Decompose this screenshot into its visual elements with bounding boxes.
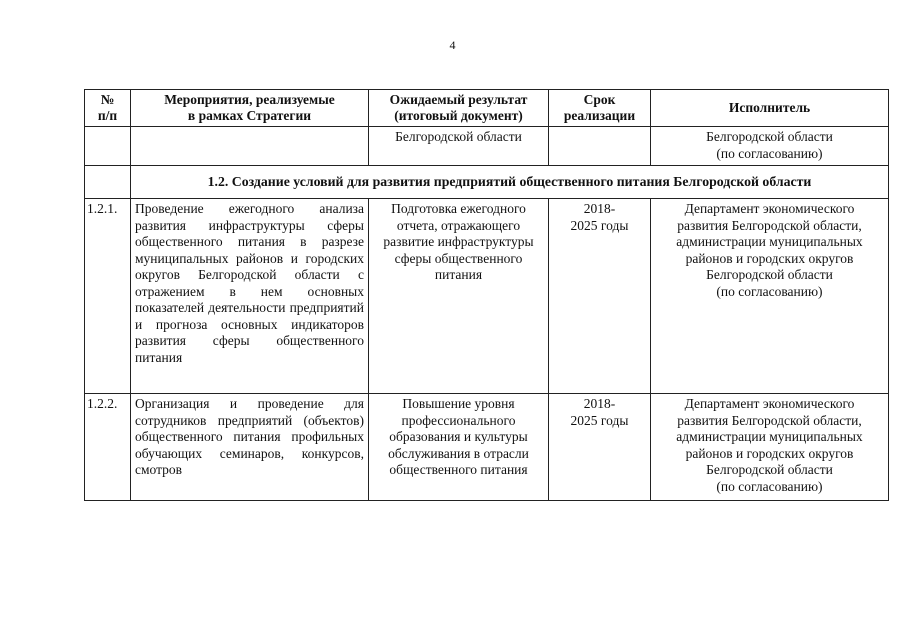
- continuation-executor: Белгородской области (по согласованию): [651, 127, 889, 166]
- row-executor: Департамент экономического развития Белгородской области, администрации муниципальных районов и городских округов Белгородской области (по согласованию): [651, 199, 889, 394]
- row-number: 1.2.2.: [85, 394, 131, 501]
- row-term: 2018- 2025 годы: [549, 394, 651, 501]
- header-number: № п/п: [85, 90, 131, 127]
- table-row: [85, 394, 889, 501]
- row-term: 2018- 2025 годы: [549, 199, 651, 394]
- continuation-term: [549, 127, 651, 166]
- header-activity: Мероприятия, реализуемые в рамках Стратегии: [131, 90, 369, 127]
- row-result: Повышение уровня профессионального образования и культуры обслуживания в отрасли общественного питания: [369, 394, 549, 501]
- strategy-activities-table: [84, 89, 889, 501]
- row-activity: Проведение ежегодного анализа развития инфраструктуры сферы общественного питания в разрезе муниципальных районов и городских округов Белгородской области с отражением в нем основных показателей деятельности предприятий и прогноза основных индикаторов развития сферы общественного питания: [131, 199, 369, 394]
- header-executor: Исполнитель: [651, 90, 889, 127]
- row-result: Подготовка ежегодного отчета, отражающего развитие инфраструктуры сферы общественного питания: [369, 199, 549, 394]
- continuation-result: Белгородской области: [369, 127, 549, 166]
- page-number: 4: [449, 38, 456, 52]
- row-executor: Департамент экономического развития Белгородской области, администрации муниципальных районов и городских округов Белгородской области (по согласованию): [651, 394, 889, 501]
- continuation-row: [85, 127, 889, 166]
- table-row: [85, 199, 889, 394]
- section-number-cell: [85, 166, 131, 199]
- row-number: 1.2.1.: [85, 199, 131, 394]
- row-activity: Организация и проведение для сотрудников предприятий (объектов) общественного питания профильных обучающих семинаров, конкурсов, смотров: [131, 394, 369, 501]
- header-term: Срок реализации: [549, 90, 651, 127]
- table-header-row: [85, 90, 889, 127]
- header-result: Ожидаемый результат (итоговый документ): [369, 90, 549, 127]
- section-row: [85, 166, 889, 199]
- continuation-number: [85, 127, 131, 166]
- section-title: 1.2. Создание условий для развития предприятий общественного питания Белгородской области: [131, 166, 889, 199]
- continuation-activity: [131, 127, 369, 166]
